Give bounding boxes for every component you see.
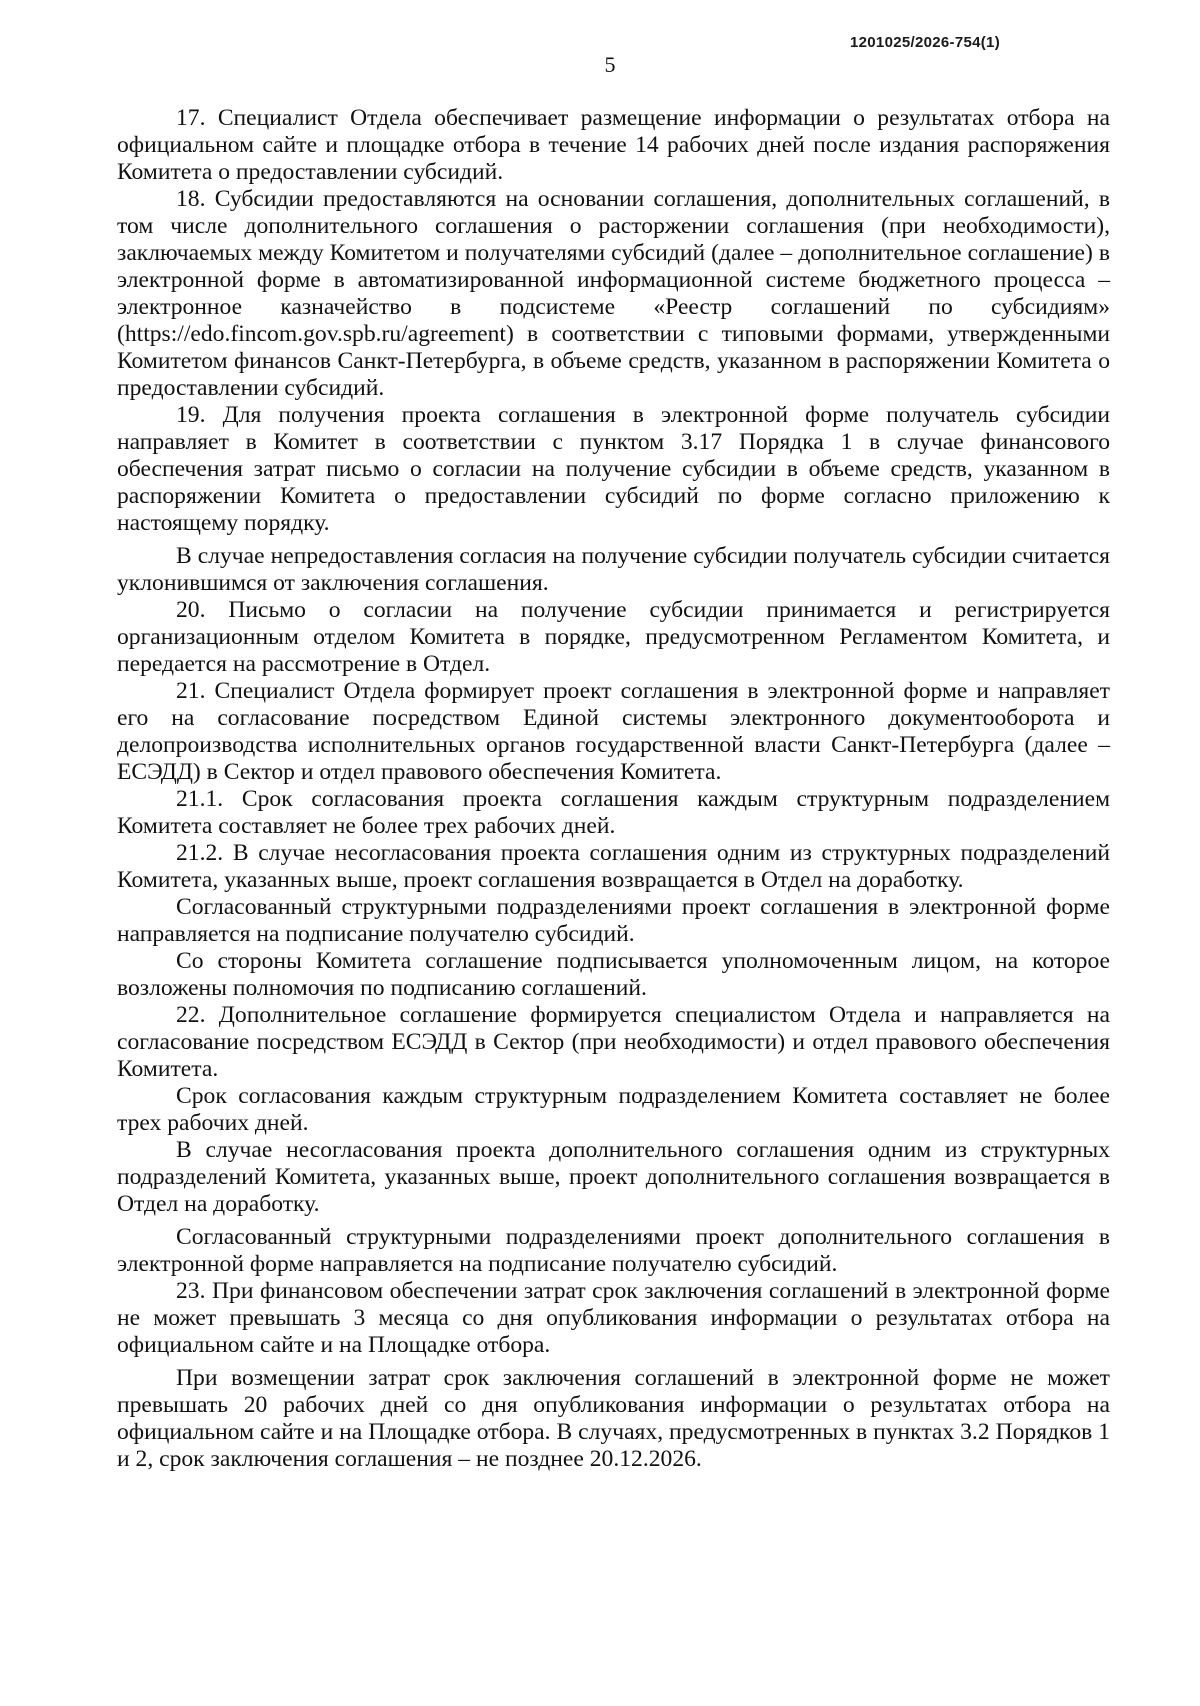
paragraph-22-term: Срок согласования каждым структурным подразделением Комитета составляет не более трех рабочих дней. — [117, 1083, 1110, 1136]
paragraph-22-rework: В случае несогласования проекта дополнительного соглашения одним из структурных подразделений Комитета, указанных выше, проект дополнительного соглашения возвращается в Отдел на доработку. — [117, 1137, 1110, 1217]
document-body — [117, 105, 1110, 1473]
paragraph-agreement-signing: Согласованный структурными подразделениями проект соглашения в электронной форме направляется на подписание получателю субсидий. — [117, 894, 1110, 947]
paragraph-23-reimbursement: При возмещении затрат срок заключения соглашений в электронной форме не может превышать 20 рабочих дней со дня опубликования информации о результатах отбора на официальном сайте и на Площадке отбора. В случаях, предусмотренных в пунктах 3.2 Порядков 1 и 2, срок заключения соглашения – не позднее 20.12.2026. — [117, 1365, 1110, 1472]
paragraph-22: 22. Дополнительное соглашение формируется специалистом Отдела и направляется на согласование посредством ЕСЭДД в Сектор (при необходимости) и отдел правового обеспечения Комитета. — [117, 1002, 1110, 1082]
paragraph-20: 20. Письмо о согласии на получение субсидии принимается и регистрируется организационным отделом Комитета в порядке, предусмотренном Регламентом Комитета, и передается на рассмотрение в Отдел. — [117, 597, 1110, 677]
paragraph-21-2: 21.2. В случае несогласования проекта соглашения одним из структурных подразделений Комитета, указанных выше, проект соглашения возвращается в Отдел на доработку. — [117, 840, 1110, 893]
paragraph-18: 18. Субсидии предоставляются на основании соглашения, дополнительных соглашений, в том числе дополнительного соглашения о расторжении соглашения (при необходимости), заключаемых между Комитетом и получателями субсидий (далее – дополнительное соглашение) в электронной форме в автоматизированной информационной системе бюджетного процесса – электронное казначейство в подсистеме «Реестр соглашений по субсидиям» (https://edo.fincom.gov.spb.ru/agreement) в соответствии с типовыми формами, утвержденными Комитетом финансов Санкт-Петербурга, в объеме средств, указанном в распоряжении Комитета о предоставлении субсидий. — [117, 186, 1110, 401]
paragraph-21: 21. Специалист Отдела формирует проект соглашения в электронной форме и направляет его на согласование посредством Единой системы электронного документооборота и делопроизводства исполнительных органов государственной власти Санкт-Петербурга (далее – ЕСЭДД) в Сектор и отдел правового обеспечения Комитета. — [117, 678, 1110, 785]
document-registration-number: 1201025/2026-754(1) — [850, 34, 1000, 51]
paragraph-21-1: 21.1. Срок согласования проекта соглашения каждым структурным подразделением Комитета составляет не более трех рабочих дней. — [117, 786, 1110, 839]
paragraph-23: 23. При финансовом обеспечении затрат срок заключения соглашений в электронной форме не может превышать 3 месяца со дня опубликования информации о результатах отбора на официальном сайте и на Площадке отбора. — [117, 1278, 1110, 1358]
paragraph-17: 17. Специалист Отдела обеспечивает размещение информации о результатах отбора на официальном сайте и площадке отбора в течение 14 рабочих дней после издания распоряжения Комитета о предоставлении субсидий. — [117, 105, 1110, 185]
paragraph-authorized-signer: Со стороны Комитета соглашение подписывается уполномоченным лицом, на которое возложены полномочия по подписанию соглашений. — [117, 948, 1110, 1001]
paragraph-19-refusal: В случае непредоставления согласия на получение субсидии получатель субсидии считается уклонившимся от заключения соглашения. — [117, 543, 1110, 596]
page-number: 5 — [604, 52, 616, 77]
paragraph-22-signing: Согласованный структурными подразделениями проект дополнительного соглашения в электронной форме направляется на подписание получателю субсидий. — [117, 1224, 1110, 1277]
paragraph-19: 19. Для получения проекта соглашения в электронной форме получатель субсидии направляет в Комитет в соответствии с пунктом 3.17 Порядка 1 в случае финансового обеспечения затрат письмо о согласии на получение субсидии в объеме средств, указанном в распоряжении Комитета о предоставлении субсидий по форме согласно приложению к настоящему порядку. — [117, 402, 1110, 536]
